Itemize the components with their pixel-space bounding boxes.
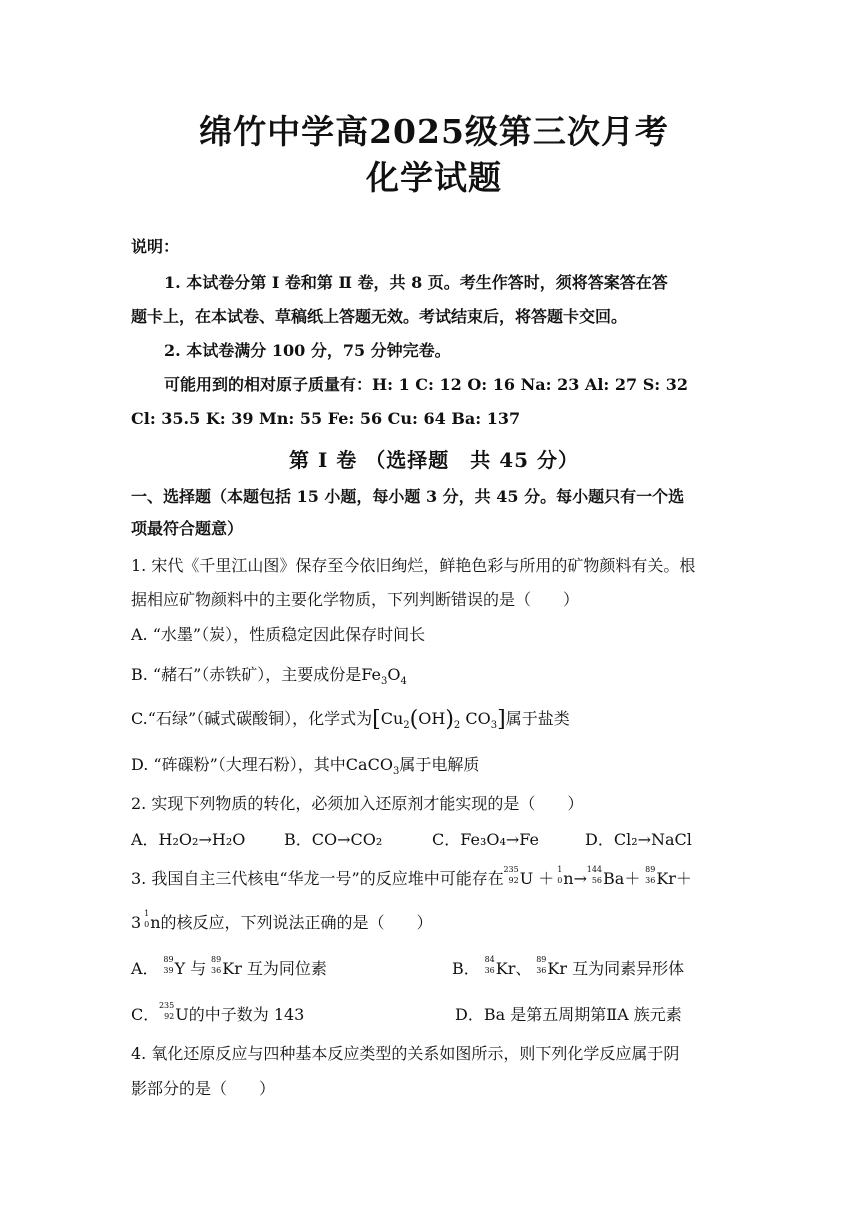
q3-stem-line1 [131,865,741,890]
q3-option-c: C． 235 92 U的中子数为 143 [131,1001,305,1024]
q3-option-b-claim: 互为同素异形体 [572,959,685,978]
q3-option-d: D．Ba 是第五周期第ⅡA 族元素 [455,1005,682,1024]
q3-option-a-label: A． [131,959,159,978]
q1-stem-line2: 据相应矿物颜料中的主要化学物质，下列判断错误的是（ ） [131,590,580,609]
exam-title: 绵竹中学高2025级第三次月考 [199,112,669,151]
q2-option-d: D．Cl₂→NaCl [585,830,692,849]
q1-option-b [131,664,741,693]
q1-option-c-text: C.“石绿”（碱式碳酸铜），化学式为 [131,709,373,728]
atomic-masses-line1: 可能用到的相对原子质量有：H: 1 C: 12 O: 16 Na: 23 Al: 27 S: 32 [164,375,689,394]
notes-item1-line2: 题卡上，在本试卷、草稿纸上答题无效。考试结束后，将答题卡交回。 [131,307,628,326]
q3-option-c-claim: 的中子数为 143 [188,1005,305,1024]
q1-option-b-text: B. “赭石”（赤铁矿），主要成份是 [131,665,362,684]
exam-subtitle: 化学试题 [366,158,502,197]
q4-stem-line1: 4. 氧化还原反应与四种基本反应类型的关系如图所示，则下列化学反应属于阴 [131,1044,680,1063]
q1-option-c-formula: [$Cu_2(OH)_2$ $CO_3$] [372,707,506,732]
q1-option-d [131,754,741,783]
q1-stem-line1: 1. 宋代《千里江山图》保存至今依旧绚烂，鲜艳色彩与所用的矿物颜料有关。根 [131,556,696,575]
atomic-masses-line2: Cl: 35.5 K: 39 Mn: 55 Fe: 56 Cu: 64 Ba: 137 [131,409,521,428]
q3-option-b: B． 84 36 Kr、 89 36 Kr 互为同素异形体 [452,955,685,978]
notes-label: 说明： [131,237,180,256]
q3-option-a-conj: 与 [190,959,207,978]
section-heading-line2: 项最符合题意） [131,519,244,538]
section-heading-line1: 一、选择题（本题包括 15 小题，每小题 3 分，共 45 分。每小题只有一个选 [131,487,685,506]
q3-option-b-label: B． [452,959,480,978]
q4-stem-line2: 影部分的是（ ） [131,1079,276,1098]
q2-option-a: A．H₂O₂→H₂O [131,830,246,849]
q1-option-d-suffix: 属于电解质 [399,755,480,774]
q1-option-d-text: D. “砗磲粉”（大理石粉），其中 [131,755,346,774]
q1-option-c-suffix: 属于盐类 [505,709,570,728]
q3-option-c-label: C． [131,1005,160,1024]
q3-stem-text: 3. 我国自主三代核电“华龙一号”的反应堆中可能存在 [131,869,504,888]
q2-option-b: B．CO→CO₂ [284,830,383,849]
q1-option-a: A. “水墨”（炭），性质稳定因此保存时间长 [131,625,426,644]
notes-item2: 2. 本试卷满分 100 分，75 分钟完卷。 [164,341,451,360]
q2-stem: 2. 实现下列物质的转化，必须加入还原剂才能实现的是（ ） [131,794,584,813]
notes-item1-line1: 1. 本试卷分第 Ⅰ 卷和第 Ⅱ 卷，共 8 页。考生作答时，须将答案答在答 [164,273,668,292]
section-title: 第 Ⅰ 卷 （选择题 共 45 分） [288,448,579,472]
q2-option-c: C．Fe₃O₄→Fe [432,830,539,849]
q1-option-d-formula: CaCO$_3$ [345,755,400,778]
q3-neutrons: 3 1 0 n [131,909,161,932]
q3-option-a: A． 89 39 Y 与 89 36 Kr 互为同位素 [131,955,327,978]
q3-option-a-claim: 互为同位素 [246,959,327,978]
q3-nuclear-equation: 235 92 U ＋ 1 0 n→ 144 56 Ba＋ 89 36 Kr＋ [503,865,692,888]
q3-stem-suffix: 的核反应，下列说法正确的是（ ） [160,913,433,932]
q3-stem-line2 [131,909,741,934]
q1-option-c [131,708,741,737]
q1-option-b-formula: $Fe_3O_4$ [361,665,407,688]
